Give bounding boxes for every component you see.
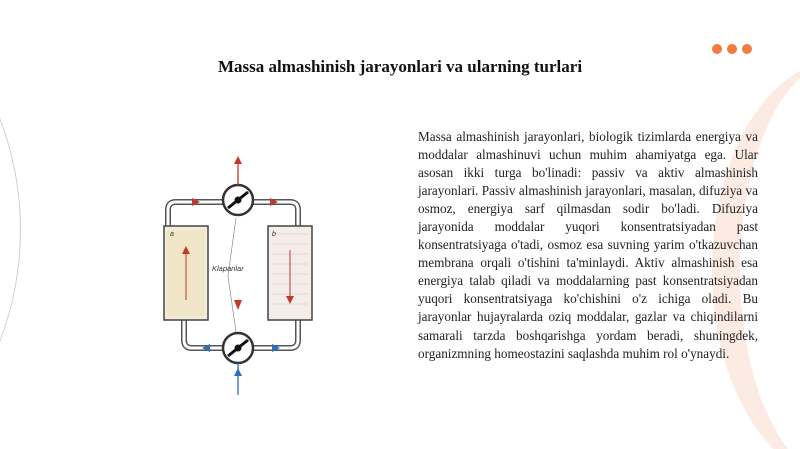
slide-title: Massa almashinish jarayonlari va ularning turlari xyxy=(217,57,583,76)
chamber-b-label: b xyxy=(272,231,276,238)
pipe-bottom-right xyxy=(252,320,298,348)
dot-icon xyxy=(727,44,737,54)
pointer-line xyxy=(228,276,236,332)
pipe-bottom-right-inner xyxy=(252,320,298,348)
dot-icon xyxy=(742,44,752,54)
decorative-dots xyxy=(712,44,752,54)
valves-label: Klapanlar xyxy=(212,264,244,273)
arrow-down-icon xyxy=(234,300,242,310)
heat-exchanger-diagram xyxy=(140,150,340,400)
chamber-a-label: a xyxy=(170,231,174,238)
pipe-bottom-left xyxy=(184,320,224,348)
dot-icon xyxy=(712,44,722,54)
slide-paragraph: Massa almashinish jarayonlari, biologik tizimlarda energiya va moddalar almashinuvi uchun muhim ahamiyatga ega. Ular asosan ikki turga bo'linadi: passiv va aktiv almashinish jarayonlari. Passiv almashinish jarayonlari, masalan, difuziya va osmoz, energiya sarf qilmasdan sodir bo'ladi. Difuziya jarayonida moddalar yuqori konsentratsiyadan past konsentratsiyaga o'tadi, osmoz esa suvning yarim o'tkazuvchan membrana orqali o'tishini ta'minlaydi. Aktiv almashinish esa energiya talab qiladi va moddalarning past konsentratsiyadan yuqori konsentratsiyaga ko'chishini o'z ichiga oladi. Bu jarayonlar hujayralarda oziq moddalar, gazlar va chiqindilarni samarali tarzda boshqarishga yordam beradi, shuningdek, organizmning homeostazini saqlashda muhim rol o'ynaydi. xyxy=(418,129,758,361)
arrow-up-icon xyxy=(234,368,242,376)
arrow-up-icon xyxy=(234,156,242,164)
pipe-bottom-left-inner xyxy=(184,320,224,348)
